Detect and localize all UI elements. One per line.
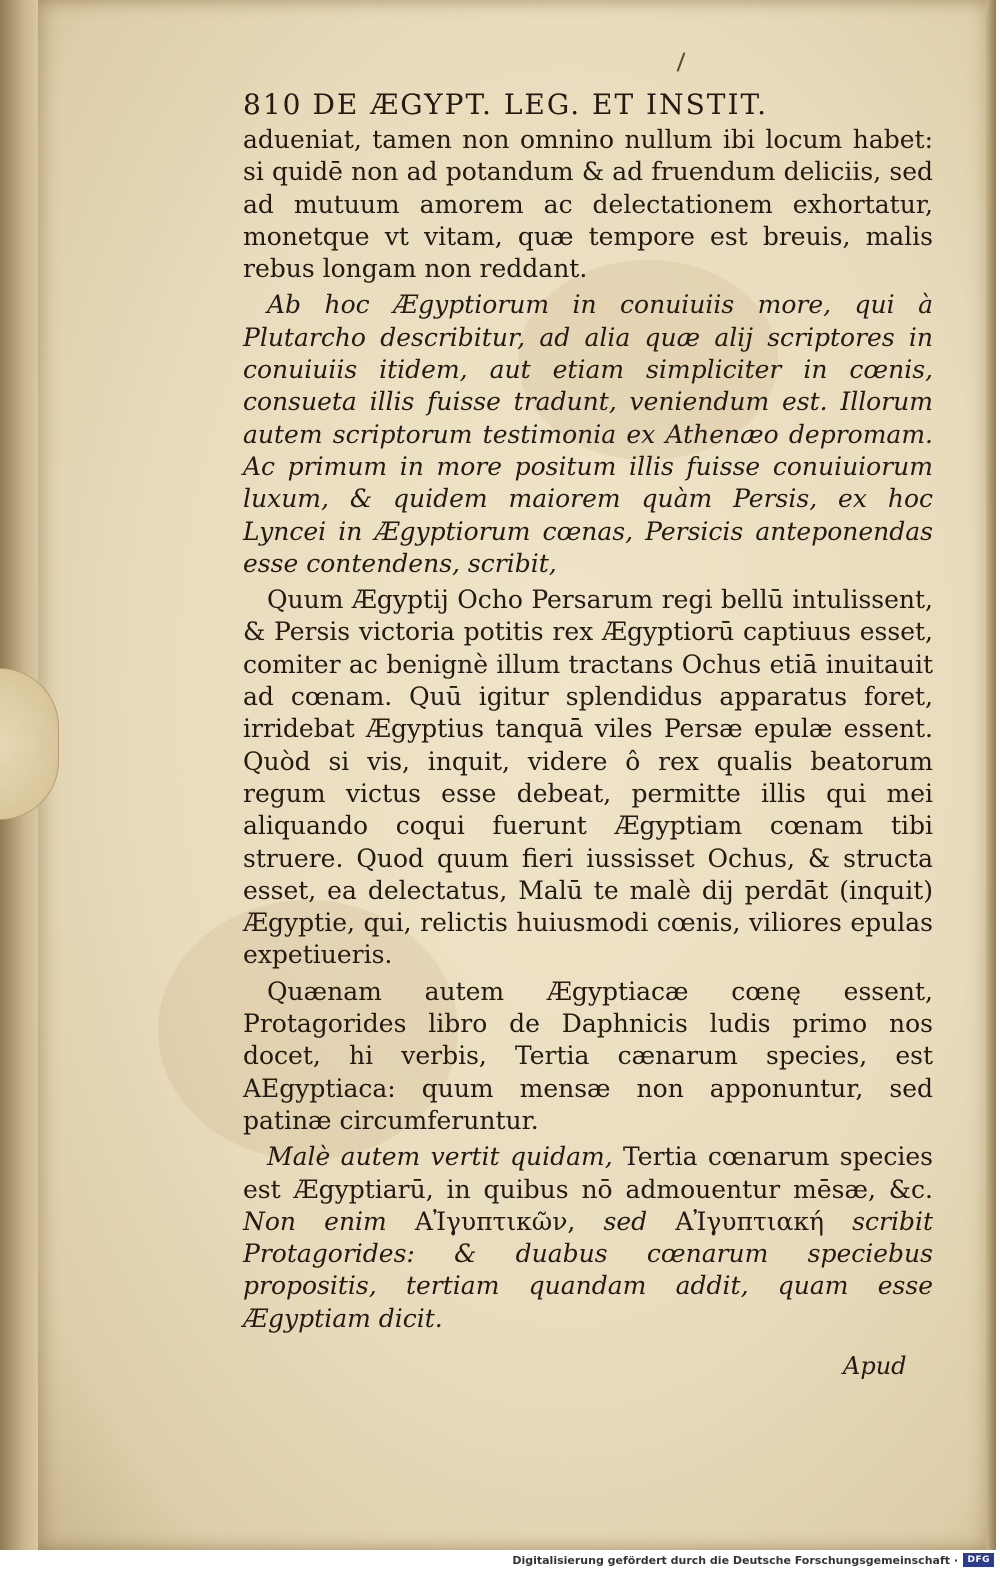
running-title: DE ÆGYPT. LEG. ET INSTIT. <box>312 88 768 121</box>
italic-run: scribit Protagorides: & duabus cœnarum speciebus propositis, tertiam quandam addit, quam esse Ægyptiam dicit. <box>243 1206 933 1333</box>
paragraph-2: Ab hoc Ægyptiorum in conuiuiis more, qui à Plutarcho describitur, ad alia quæ alij scriptores in conuiuiis itidem, aut etiam simpliciter in cœnis, consueta illis fuisse tradunt, veniendum est. Illorum autem scriptorum testimonia ex Athenæo depromam. Ac primum in more positum illis fuisse conuiuiorum luxum, & quidem maiorem quàm Persis, ex hoc Lyncei in Ægyptiorum cœnas, Persicis anteponendas esse contendens, scribit, <box>243 290 933 578</box>
italic-run: Malè autem vertit quidam, <box>267 1142 613 1172</box>
italic-run: Non enim <box>243 1206 387 1236</box>
catchword: Apud <box>843 1352 907 1380</box>
greek-word: ΑἸγυπτιακή <box>647 1206 853 1236</box>
italic-run: sed <box>603 1206 648 1236</box>
paragraph-1: adueniat, tamen non omnino nullum ibi locum habet: si quidē non ad potandum & ad fruendum deliciis, sed ad mutuum amorem ac delectationem exhortatur, monetque vt vitam, quæ tempore est breuis, malis rebus longam non reddant. <box>243 125 933 284</box>
roman-run: Tertia cœnarum species est Ægyptiarū, in quibus nō admouentur mēsæ, &c. <box>243 1142 933 1204</box>
page-text <box>243 86 933 1335</box>
dfg-logo: DFG <box>963 1553 994 1567</box>
footer-bar <box>0 1550 1000 1571</box>
greek-word: ΑἸγυπτικῶν, <box>386 1206 604 1236</box>
funding-credit: Digitalisierung gefördert durch die Deutsche Forschungsgemeinschaft · <box>512 1554 958 1567</box>
running-head <box>243 86 933 124</box>
paragraph-3: Quum Ægyptij Ocho Persarum regi bellū intulissent, & Persis victoria potitis rex Ægyptiorū captiuus esset, comiter ac benignè illum tractans Ochus etiā inuitauit ad cœnam. Quū igitur splendidus apparatus foret, irridebat Ægyptius tanquā viles Persæ epulæ essent. Quòd si vis, inquit, videre ô rex qualis beatorum regum victus esse debeat, permitte illis qui mei aliquando coqui fuerunt Ægyptiam cœnam tibi struere. Quod quum fieri iussisset Ochus, & structa esset, ea delectatus, Malū te malè dij perdāt (inquit) Ægyptie, qui, relictis huiusmodi cœnis, viliores epulas expetiueris. <box>243 585 933 970</box>
page-number: 810 <box>243 88 303 121</box>
page-right-edge <box>986 0 996 1550</box>
paragraph-5 <box>243 1141 933 1335</box>
paragraph-4: Quænam autem Ægyptiacæ cœnę essent, Protagorides libro de Daphnicis ludis primo nos docet, hi verbis, Tertia cænarum species, est AEgyptiaca: quum mensæ non apponuntur, sed patinæ circumferuntur. <box>243 976 933 1135</box>
